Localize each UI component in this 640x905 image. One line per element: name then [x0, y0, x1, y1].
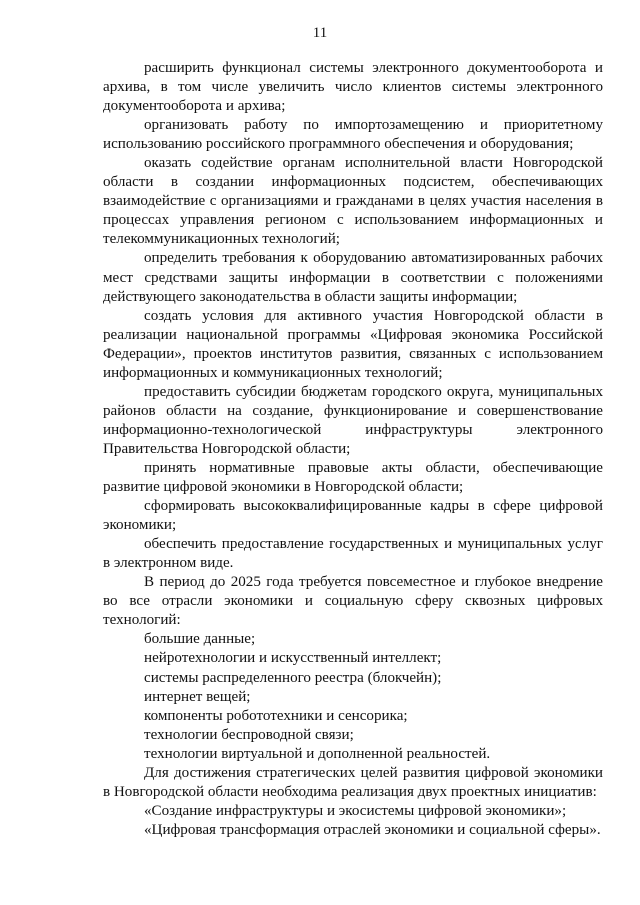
paragraph: Для достижения стратегических целей развития цифровой экономики в Новгородской области необходима реализация двух проектных инициатив:: [103, 764, 603, 800]
paragraph: принять нормативные правовые акты области, обеспечивающие развитие цифровой экономики в Новгородской области;: [103, 459, 603, 496]
paragraph: организовать работу по импортозамещению и приоритетному использованию российского программного обеспечения и оборудования;: [103, 117, 603, 153]
list-item: большие данные;: [144, 631, 256, 648]
paragraph: сформировать высококвалифицированные кадры в сфере цифровой экономики;: [103, 498, 603, 534]
paragraph: создать условия для активного участия Новгородской области в реализации национальной программы «Цифровая экономика Российской Федерации», проектов институтов развития, связанных с использованием информационных и коммуникационных технологий;: [103, 307, 603, 381]
paragraph: В период до 2025 года требуется повсеместное и глубокое внедрение во все отрасли экономики и социальную сферу сквозных цифровых технологий:: [103, 574, 603, 629]
list-item: «Создание инфраструктуры и экосистемы цифровой экономики»;: [144, 802, 567, 819]
list-item: компоненты робототехники и сенсорика;: [144, 707, 408, 724]
paragraph: оказать содействие органам исполнительной власти Новгородской области в создании информационных подсистем, обеспечивающих взаимодействие с организациями и гражданами в целях участия населения в процессах управления регионом с использованием информационных и телекоммуникационных технологий;: [103, 155, 603, 248]
paragraph: обеспечить предоставление государственных и муниципальных услуг в электронном виде.: [103, 536, 603, 572]
document-body: [103, 59, 603, 840]
list-item: интернет вещей;: [144, 688, 251, 705]
page-number: 11: [312, 25, 328, 41]
paragraph: расширить функционал системы электронного документооборота и архива, в том числе увеличить число клиентов системы электронного документооборота и архива;: [103, 60, 603, 115]
paragraph: предоставить субсидии бюджетам городского округа, муниципальных районов области на создание, функционирование и совершенствование информационно-технологической инфраструктуры электронного Правительства Новгородской области;: [103, 383, 603, 457]
list-item: технологии беспроводной связи;: [144, 726, 354, 743]
list-item: «Цифровая трансформация отраслей экономики и социальной сферы».: [144, 821, 601, 838]
list-item: системы распределенного реестра (блокчейн);: [144, 669, 442, 686]
list-item: нейротехнологии и искусственный интеллект;: [144, 650, 442, 667]
list-item: технологии виртуальной и дополненной реальностей.: [144, 745, 491, 762]
paragraph: определить требования к оборудованию автоматизированных рабочих мест средствами защиты информации в соответствии с положениями действующего законодательства в области защиты информации;: [103, 250, 603, 305]
